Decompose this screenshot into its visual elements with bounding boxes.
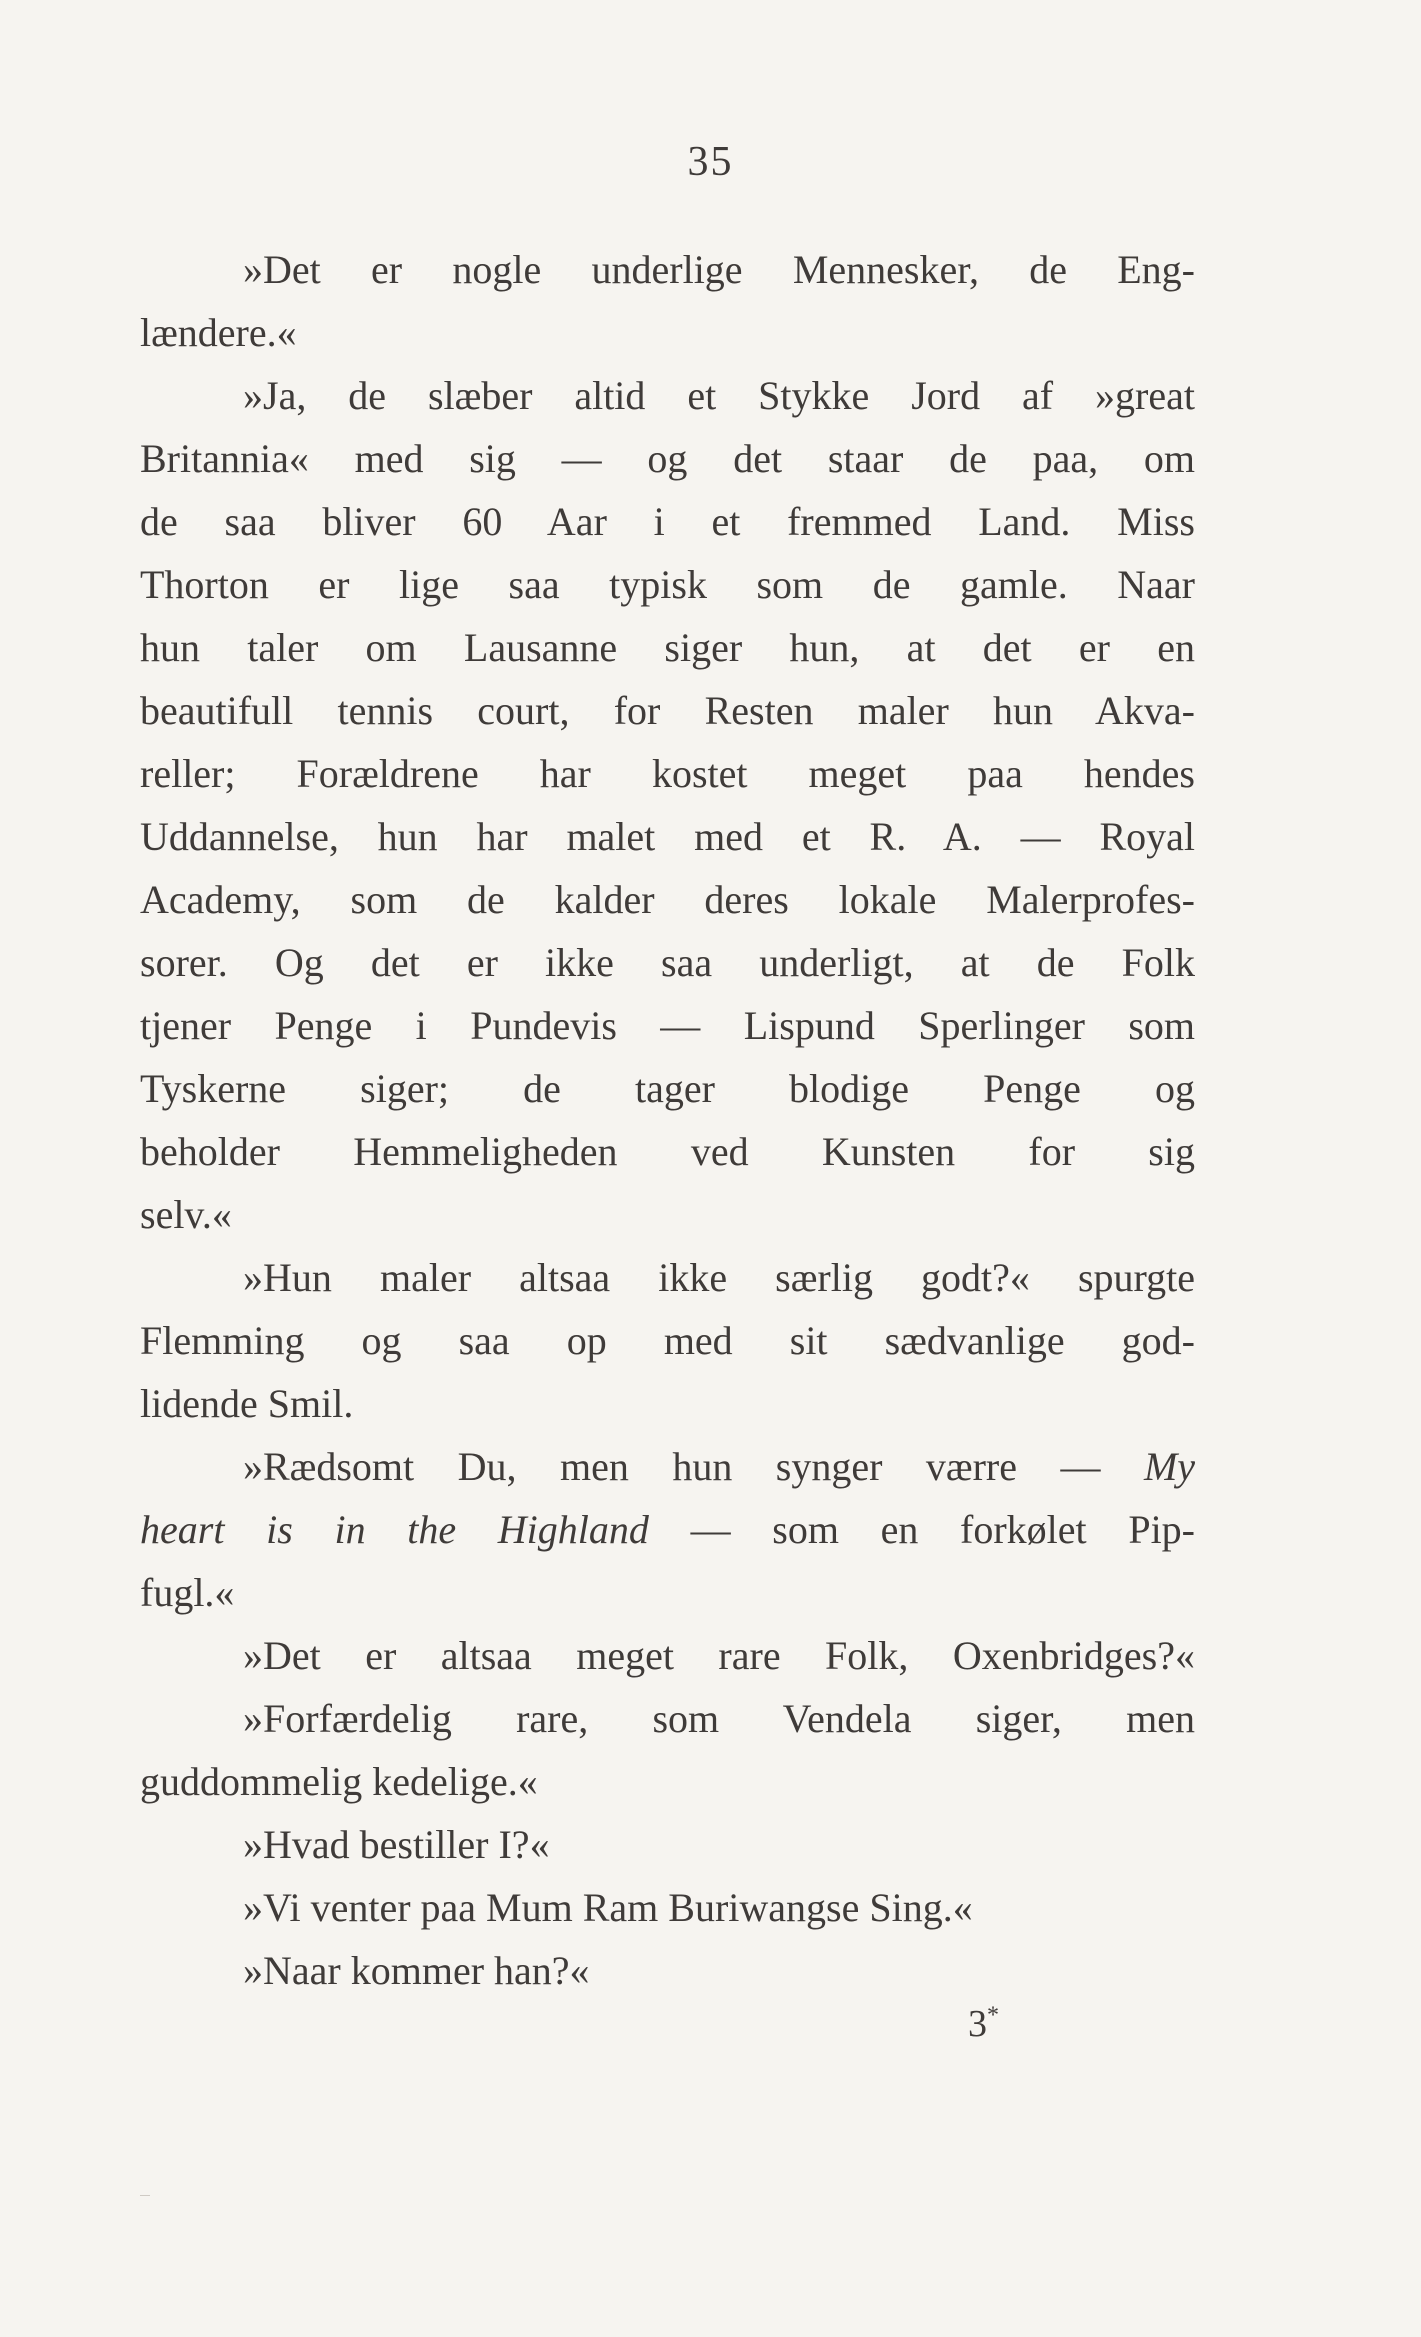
text-segment: — som en forkølet Pip- xyxy=(690,1507,1195,1552)
page-number: 35 xyxy=(687,139,734,185)
body-text xyxy=(140,238,1195,2002)
text-line: Britannia« med sig — og det staar de paa, om xyxy=(140,436,1195,481)
text-line: »Naar kommer han?« xyxy=(243,1948,590,1993)
text-line: »Det er altsaa meget rare Folk, Oxenbridges?« xyxy=(243,1633,1195,1678)
signature-star: * xyxy=(987,2002,999,2029)
text-line: Flemming og saa op med sit sædvanlige god- xyxy=(140,1318,1195,1363)
text-line: »Ja, de slæber altid et Stykke Jord af »great xyxy=(243,373,1195,418)
text-line: guddommelig kedelige.« xyxy=(140,1759,538,1804)
text-line: »Forfærdelig rare, som Vendela siger, men xyxy=(243,1696,1195,1741)
page-mark xyxy=(140,2195,150,2196)
text-line xyxy=(140,1435,1195,1498)
text-line: »Hun maler altsaa ikke særlig godt?« spurgte xyxy=(243,1255,1195,1300)
text-line: de saa bliver 60 Aar i et fremmed Land. Miss xyxy=(140,499,1195,544)
text-line: selv.« xyxy=(140,1192,232,1237)
text-line: Tyskerne siger; de tager blodige Penge og xyxy=(140,1066,1195,1111)
text-line: fugl.« xyxy=(140,1570,235,1615)
text-line: reller; Forældrene har kostet meget paa hendes xyxy=(140,751,1195,796)
text-line: »Vi venter paa Mum Ram Buriwangse Sing.« xyxy=(243,1885,973,1930)
text-line: beautifull tennis court, for Resten maler hun Akva- xyxy=(140,688,1195,733)
text-line: Uddannelse, hun har malet med et R. A. — Royal xyxy=(140,814,1195,859)
signature-mark xyxy=(968,2002,999,2046)
text-line: hun taler om Lausanne siger hun, at det er en xyxy=(140,625,1195,670)
text-line: sorer. Og det er ikke saa underligt, at de Folk xyxy=(140,940,1195,985)
text-line: lidende Smil. xyxy=(140,1381,354,1426)
text-line: tjener Penge i Pundevis — Lispund Sperlinger som xyxy=(140,1003,1195,1048)
signature-number: 3 xyxy=(968,2003,987,2045)
italic-title: My xyxy=(1143,1444,1196,1489)
italic-title: heart is in the Highland xyxy=(140,1507,649,1552)
text-line xyxy=(140,1498,1195,1561)
text-segment: »Rædsomt Du, men hun synger værre — xyxy=(243,1444,1101,1489)
text-line: »Hvad bestiller I?« xyxy=(243,1822,550,1867)
text-line: lændere.« xyxy=(140,310,297,355)
text-line: »Det er nogle underlige Mennesker, de Eng- xyxy=(243,247,1195,292)
text-line: Thorton er lige saa typisk som de gamle. Naar xyxy=(140,562,1195,607)
text-line: Academy, som de kalder deres lokale Malerprofes- xyxy=(140,877,1195,922)
text-line: beholder Hemmeligheden ved Kunsten for sig xyxy=(140,1129,1195,1174)
